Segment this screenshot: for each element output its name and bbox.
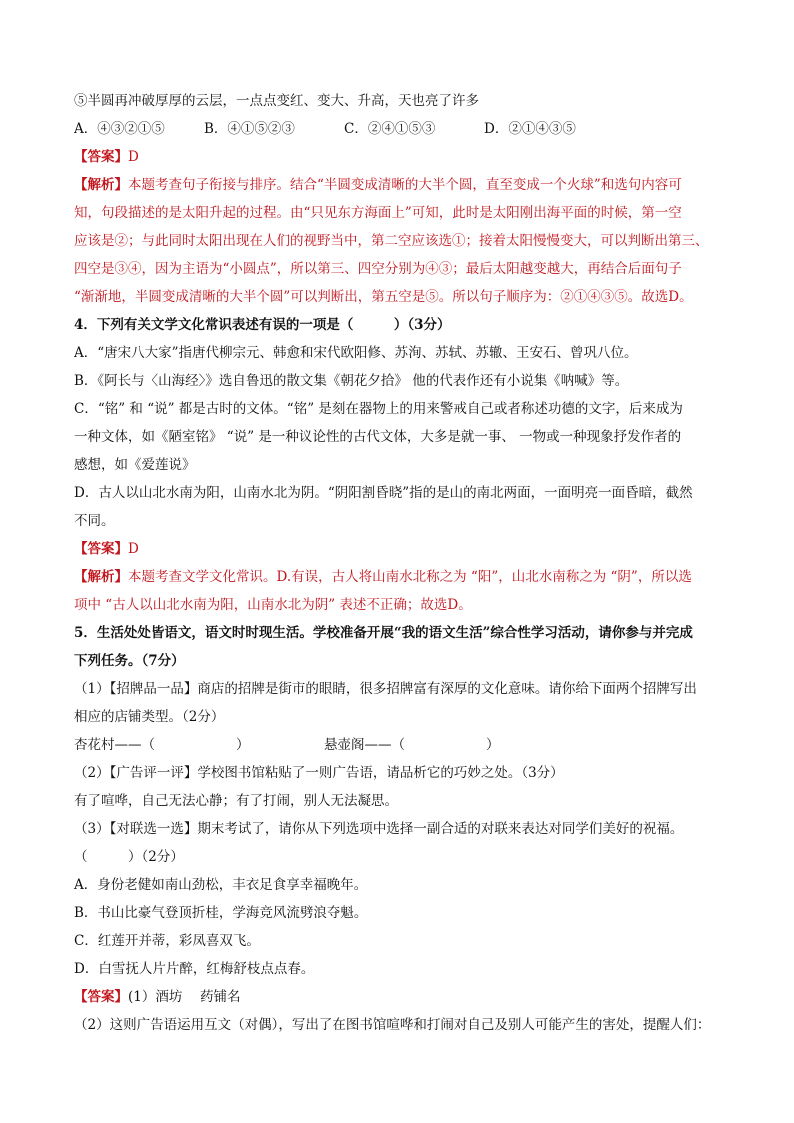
q5-couplet-b: B．书山比豪气登顶折桂，学海竞风流劈浪夺魁。 bbox=[74, 905, 368, 921]
answer-value: D bbox=[128, 541, 139, 557]
q3-analysis-line-3: 应该是②；与此同时太阳出现在人们的视野当中，第二空应该选①；接着太阳慢慢变大，可以判断出第三、 bbox=[74, 233, 709, 249]
q4-answer bbox=[74, 538, 734, 560]
q3-choice-b: B．④①⑤②③ bbox=[204, 121, 295, 137]
q4-analysis-line-2: 项中 “古人以山北水南为阳，山南水北为阴” 表述不正确；故选D。 bbox=[74, 597, 472, 613]
q5-stem-line-2: 下列任务。（7分） bbox=[74, 653, 185, 669]
answer-tag: 【答案】 bbox=[74, 149, 128, 165]
q5-couplet-a: A．身份老健如南山劲松，丰衣足食享幸福晚年。 bbox=[74, 877, 368, 893]
analysis-text: 本题考查句子衔接与排序。结合“半圆变成清晰的大半个圆，直至变成一个火球”和选句内容可 bbox=[128, 177, 682, 193]
signboard-xinghuacun: 杏花村——（ ） bbox=[74, 737, 250, 753]
answer-tag: 【答案】 bbox=[74, 989, 128, 1005]
q3-choices bbox=[74, 118, 734, 140]
q5-task-3: （3）【对联选一选】期末考试了，请你从下列选项中选择一副合适的对联来表达对同学们美好的祝福。 bbox=[74, 821, 684, 837]
analysis-text: 本题考查文学文化常识。D.有误，古人将山南水北称之为 “阳”，山北水南称之为 “阴”，所以选 bbox=[128, 569, 692, 585]
q4-option-a: A．“唐宋八大家”指唐代柳宗元、韩愈和宋代欧阳修、苏洵、苏轼、苏辙、王安石、曾巩八位。 bbox=[74, 345, 638, 361]
q5-couplet-c: C．红莲开并蒂，彩凤喜双飞。 bbox=[74, 933, 260, 949]
q4-option-c-line-1: C．“铭” 和 “说” 都是古时的文体。“铭” 是刻在器物上的用来警戒自己或者称述功德的文字，后来成为 bbox=[74, 401, 683, 417]
q4-stem: 4．下列有关文学文化常识表述有误的一项是（ ）（3分） bbox=[74, 317, 451, 333]
analysis-tag: 【解析】 bbox=[74, 569, 128, 585]
q5-task-2: （2）【广告评一评】学校图书馆粘贴了一则广告语，请品析它的巧妙之处。（3分） bbox=[74, 765, 564, 781]
answer-value: D bbox=[128, 149, 139, 165]
q3-analysis-line-5: “渐渐地，半圆变成清晰的大半个圆”可以判断出，第五空是⑤。所以句子顺序为：②①④③⑤。故选D。 bbox=[74, 289, 693, 305]
analysis-tag: 【解析】 bbox=[74, 177, 128, 193]
answer-tag: 【答案】 bbox=[74, 541, 128, 557]
q5-stem-line-1: 5．生活处处皆语文，语文时时现生活。学校准备开展“我的语文生活”综合性学习活动，请你参与并完成 bbox=[74, 625, 693, 641]
q4-option-c-line-3: 感想，如《爱莲说》 bbox=[74, 457, 196, 473]
q3-choice-d: D．②①④③⑤ bbox=[484, 121, 576, 137]
q3-analysis-line-1 bbox=[74, 174, 734, 196]
q5-task-1-line-2: 相应的店铺类型。（2分） bbox=[74, 709, 225, 725]
answer-part-1: (1）酒坊 bbox=[128, 989, 183, 1005]
q4-analysis-line-1 bbox=[74, 566, 734, 588]
document-content bbox=[74, 90, 734, 1036]
q5-signboards bbox=[74, 734, 734, 756]
q3-choice-c: C．②④①⑤③ bbox=[344, 121, 436, 137]
q5-couplet-d: D．白雪抚人片片醉，红梅舒枝点点春。 bbox=[74, 961, 315, 977]
q3-answer bbox=[74, 146, 734, 168]
signboard-xuanhuge: 悬壶阁——（ ） bbox=[324, 737, 500, 753]
q4-option-b: B．《阿长与〈山海经〉》选自鲁迅的散文集《朝花夕拾》 他的代表作还有小说集《呐喊》等。 bbox=[74, 373, 629, 389]
q5-answer-part-2: （2）这则广告语运用互文（对偶），写出了在图书馆喧哗和打闹对自己及别人可能产生的害处，提醒人们： bbox=[74, 1017, 711, 1033]
q3-choice-a: A．④③②①⑤ bbox=[74, 121, 165, 137]
q3-option-5-text: ⑤半圆再冲破厚厚的云层，一点点变红、变大、升高，天也亮了许多 bbox=[74, 93, 479, 109]
q5-task-1-line-1: （1）【招牌品一品】商店的招牌是街市的眼睛，很多招牌富有深厚的文化意味。请你给下面两个招牌写出 bbox=[74, 681, 697, 697]
q4-option-d-line-2: 不同。 bbox=[74, 513, 115, 529]
q3-analysis-line-2: 知，句段描述的是太阳升起的过程。由“只见东方海面上”可知，此时是太阳刚出海平面的时候，第一空 bbox=[74, 205, 682, 221]
q3-analysis-line-4: 四空是③④，因为主语为“小圆点”，所以第三、四空分别为④③；最后太阳越变越大，再结合后面句子 bbox=[74, 261, 682, 277]
answer-part-1b: 药铺名 bbox=[200, 989, 241, 1005]
q4-option-d-line-1: D．古人以山北水南为阳，山南水北为阴。“阴阳割昏晓”指的是山的南北两面，一面明亮一面昏暗，截然 bbox=[74, 485, 693, 501]
q5-answer bbox=[74, 986, 734, 1008]
q4-option-c-line-2: 一种文体，如《陋室铭》 “说” 是一种议论性的古代文体，大多是就一事、 一物或一种现象抒发作者的 bbox=[74, 429, 682, 445]
q5-ad-slogan: 有了喧哗，自己无法心静；有了打闹，别人无法凝思。 bbox=[74, 793, 398, 809]
q5-task-3-blank: （ ）（2分） bbox=[74, 849, 184, 865]
